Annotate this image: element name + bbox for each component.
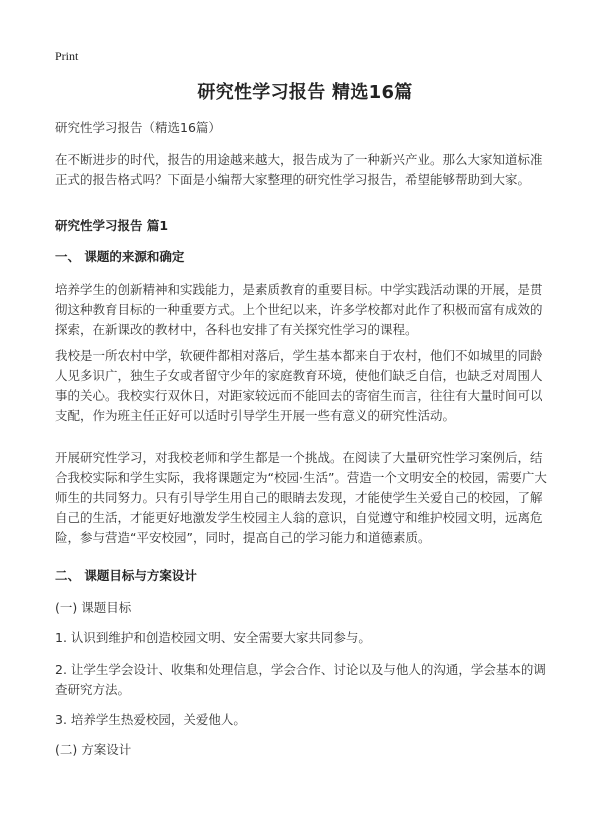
document-subtitle: 研究性学习报告（精选16篇） bbox=[55, 120, 221, 135]
section1-paragraph-2: 我校是一所农村中学，软硬件都相对落后，学生基本都来自于农村，他们不如城里的同龄人见多识广，独生子女或者留守少年的家庭教育环境，使他们缺乏自信，也缺乏对周围人事的关心。我校实行双休日，对距家较远而不能回去的寄宿生而言，往往有大量时间可以支配，作为班主任正好可以适时引导学生开展一些有意义的研究性活动。 bbox=[55, 348, 543, 423]
page-title: 研究性学习报告 精选16篇 bbox=[197, 82, 413, 103]
print-link[interactable]: Print bbox=[55, 49, 79, 63]
subsection-plan-heading: (二) 方案设计 bbox=[55, 742, 132, 757]
subsection-goals-heading: (一) 课题目标 bbox=[55, 600, 132, 615]
goal-item-2: 2. 让学生学会设计、收集和处理信息，学会合作、讨论以及与他人的沟通，学会基本的调查研究方法。 bbox=[55, 662, 546, 697]
goal-item-3: 3. 培养学生热爱校园，关爱他人。 bbox=[55, 712, 246, 727]
section1-heading: 一、 课题的来源和确定 bbox=[55, 249, 185, 264]
section1-paragraph-3: 开展研究性学习，对我校老师和学生都是一个挑战。在阅读了大量研究性学习案例后，结合我校实际和学生实际，我将课题定为“校园·生活”。营造一个文明安全的校园，需要广大师生的共同努力。只有引导学生用自己的眼睛去发现，才能使学生关爱自己的校园，了解自己的生活，才能更好地激发学生校园主人翁的意识，自觉遵守和维护校园文明，远离危险，参与营造“平安校园”，同时，提高自己的学习能力和道德素质。 bbox=[55, 450, 547, 545]
section1-paragraph-1: 培养学生的创新精神和实践能力，是素质教育的重要目标。中学实践活动课的开展，是贯彻这种教育目标的一种重要方式。上个世纪以来，许多学校都对此作了积极而富有成效的探索，在新课改的教材中，各科也安排了有关探究性学习的课程。 bbox=[55, 282, 543, 337]
goal-item-1: 1. 认识到维护和创造校园文明、安全需要大家共同参与。 bbox=[55, 630, 371, 645]
section2-heading: 二、 课题目标与方案设计 bbox=[55, 568, 197, 583]
article-heading: 研究性学习报告 篇1 bbox=[55, 218, 169, 233]
intro-paragraph: 在不断进步的时代，报告的用途越来越大，报告成为了一种新兴产业。那么大家知道标准正式的报告格式吗？下面是小编帮大家整理的研究性学习报告，希望能够帮助到大家。 bbox=[55, 152, 543, 187]
